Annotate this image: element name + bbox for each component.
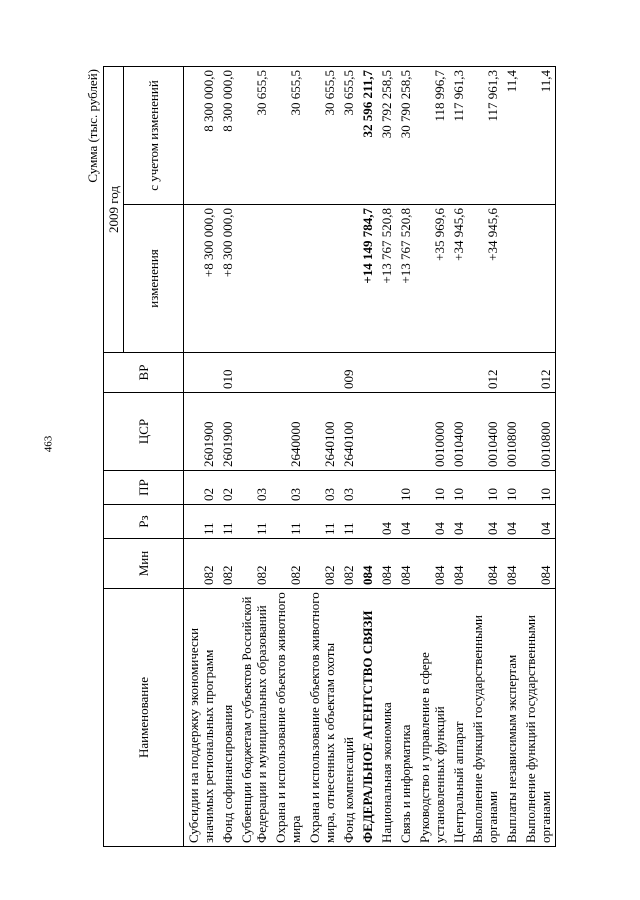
table-row bbox=[396, 67, 415, 847]
header-name: Наименование bbox=[104, 589, 184, 847]
page-number: 463 bbox=[42, 435, 55, 453]
units-caption: Сумма (тыс. рублей) bbox=[85, 69, 100, 183]
cell-name: Субвенции бюджетам субъектов Российской Федерации и муниципальных образований bbox=[237, 589, 271, 847]
cell-name: Фонд компенсаций bbox=[339, 589, 358, 847]
cell-change bbox=[502, 205, 521, 353]
table-row bbox=[502, 67, 521, 847]
cell-change: +13 767 520,8 bbox=[377, 205, 396, 353]
header-pr: ПР bbox=[104, 471, 184, 505]
table-row bbox=[237, 67, 271, 847]
cell-vr bbox=[184, 353, 219, 393]
cell-rz: 04 bbox=[415, 505, 449, 539]
header-rz: Рз bbox=[104, 505, 184, 539]
cell-min: 084 bbox=[468, 539, 502, 589]
cell-csr: 0010400 bbox=[449, 393, 468, 471]
cell-csr bbox=[358, 393, 377, 471]
cell-rz bbox=[358, 505, 377, 539]
cell-pr: 02 bbox=[218, 471, 237, 505]
cell-change: +13 767 520,8 bbox=[396, 205, 415, 353]
table-row bbox=[377, 67, 396, 847]
cell-csr: 0010000 bbox=[415, 393, 449, 471]
cell-rz: 11 bbox=[184, 505, 219, 539]
table-row bbox=[415, 67, 449, 847]
cell-min: 082 bbox=[218, 539, 237, 589]
cell-min: 084 bbox=[415, 539, 449, 589]
cell-name: Национальная экономика bbox=[377, 589, 396, 847]
cell-total: 30 655,5 bbox=[339, 67, 358, 205]
cell-change bbox=[271, 205, 305, 353]
cell-change: +34 945,6 bbox=[449, 205, 468, 353]
cell-vr bbox=[377, 353, 396, 393]
header-changes: изменения bbox=[124, 205, 184, 353]
table-row bbox=[339, 67, 358, 847]
cell-pr: 10 bbox=[449, 471, 468, 505]
cell-min: 082 bbox=[339, 539, 358, 589]
cell-change bbox=[339, 205, 358, 353]
cell-total: 117 961,3 bbox=[449, 67, 468, 205]
cell-min: 082 bbox=[305, 539, 339, 589]
cell-rz: 04 bbox=[521, 505, 556, 539]
cell-min: 084 bbox=[521, 539, 556, 589]
cell-change: +14 149 784,7 bbox=[358, 205, 377, 353]
table-row bbox=[305, 67, 339, 847]
cell-pr: 10 bbox=[502, 471, 521, 505]
cell-min: 084 bbox=[396, 539, 415, 589]
cell-pr: 10 bbox=[521, 471, 556, 505]
table-row bbox=[218, 67, 237, 847]
cell-change: +8 300 000,0 bbox=[184, 205, 219, 353]
header-min: Мин bbox=[104, 539, 184, 589]
cell-name: Центральный аппарат bbox=[449, 589, 468, 847]
cell-rz: 11 bbox=[339, 505, 358, 539]
cell-min: 082 bbox=[237, 539, 271, 589]
cell-vr bbox=[396, 353, 415, 393]
cell-csr: 0010800 bbox=[502, 393, 521, 471]
cell-total: 8 300 000,0 bbox=[184, 67, 219, 205]
cell-name: Охрана и использование объектов животного мира bbox=[271, 589, 305, 847]
cell-total: 30 655,5 bbox=[305, 67, 339, 205]
table-row bbox=[271, 67, 305, 847]
header-vr: ВР bbox=[104, 353, 184, 393]
cell-pr: 10 bbox=[415, 471, 449, 505]
cell-vr: 010 bbox=[218, 353, 237, 393]
cell-total: 30 655,5 bbox=[237, 67, 271, 205]
cell-pr: 03 bbox=[305, 471, 339, 505]
cell-name: Субсидии на поддержку экономически значимых региональных программ bbox=[184, 589, 219, 847]
cell-pr: 10 bbox=[396, 471, 415, 505]
cell-total: 30 792 258,5 bbox=[377, 67, 396, 205]
table-row bbox=[358, 67, 377, 847]
cell-csr: 2640000 bbox=[271, 393, 305, 471]
header-csr: ЦСР bbox=[104, 393, 184, 471]
cell-name: Связь и информатика bbox=[396, 589, 415, 847]
cell-rz: 04 bbox=[502, 505, 521, 539]
cell-name: Охрана и использование объектов животного мира, отнесенных к объектам охоты bbox=[305, 589, 339, 847]
cell-rz: 04 bbox=[449, 505, 468, 539]
cell-csr: 0010800 bbox=[521, 393, 556, 471]
cell-vr: 012 bbox=[468, 353, 502, 393]
cell-min: 084 bbox=[377, 539, 396, 589]
cell-csr: 0010400 bbox=[468, 393, 502, 471]
cell-total: 117 961,3 bbox=[468, 67, 502, 205]
cell-name: Выплаты независимым экспертам bbox=[502, 589, 521, 847]
cell-min: 082 bbox=[271, 539, 305, 589]
cell-pr: 10 bbox=[468, 471, 502, 505]
cell-pr: 03 bbox=[271, 471, 305, 505]
table-row bbox=[449, 67, 468, 847]
cell-rz: 11 bbox=[305, 505, 339, 539]
cell-pr bbox=[377, 471, 396, 505]
cell-change: +35 969,6 bbox=[415, 205, 449, 353]
cell-vr bbox=[237, 353, 271, 393]
table-row bbox=[184, 67, 219, 847]
cell-total: 30 790 258,5 bbox=[396, 67, 415, 205]
cell-csr bbox=[377, 393, 396, 471]
cell-name: Руководство и управление в сфере установленных функций bbox=[415, 589, 449, 847]
table-row bbox=[521, 67, 556, 847]
cell-total: 32 596 211,7 bbox=[358, 67, 377, 205]
cell-vr: 009 bbox=[339, 353, 358, 393]
cell-total: 11,4 bbox=[521, 67, 556, 205]
header-with-changes: с учетом изменений bbox=[124, 67, 184, 205]
cell-change bbox=[305, 205, 339, 353]
cell-change bbox=[237, 205, 271, 353]
cell-csr bbox=[237, 393, 271, 471]
header-year: 2009 год bbox=[104, 67, 124, 353]
cell-name: Выполнение функций государственными органами bbox=[468, 589, 502, 847]
cell-min: 084 bbox=[449, 539, 468, 589]
cell-min: 084 bbox=[358, 539, 377, 589]
cell-change: +34 945,6 bbox=[468, 205, 502, 353]
cell-vr bbox=[358, 353, 377, 393]
cell-rz: 11 bbox=[271, 505, 305, 539]
cell-pr bbox=[358, 471, 377, 505]
cell-total: 11,4 bbox=[502, 67, 521, 205]
cell-csr: 2601900 bbox=[218, 393, 237, 471]
cell-vr bbox=[271, 353, 305, 393]
rotated-table-area bbox=[83, 67, 588, 847]
cell-min: 084 bbox=[502, 539, 521, 589]
cell-rz: 11 bbox=[237, 505, 271, 539]
table-row bbox=[468, 67, 502, 847]
cell-total: 30 655,5 bbox=[271, 67, 305, 205]
cell-rz: 04 bbox=[468, 505, 502, 539]
cell-rz: 04 bbox=[396, 505, 415, 539]
cell-change bbox=[521, 205, 556, 353]
cell-total: 8 300 000,0 bbox=[218, 67, 237, 205]
cell-csr: 2601900 bbox=[184, 393, 219, 471]
cell-pr: 03 bbox=[339, 471, 358, 505]
cell-vr bbox=[305, 353, 339, 393]
cell-name: Фонд софинансирования bbox=[218, 589, 237, 847]
cell-rz: 11 bbox=[218, 505, 237, 539]
cell-name: ФЕДЕРАЛЬНОЕ АГЕНТСТВО СВЯЗИ bbox=[358, 589, 377, 847]
cell-pr: 02 bbox=[184, 471, 219, 505]
cell-vr bbox=[415, 353, 449, 393]
cell-vr bbox=[502, 353, 521, 393]
cell-total: 118 996,7 bbox=[415, 67, 449, 205]
cell-change: +8 300 000,0 bbox=[218, 205, 237, 353]
cell-csr: 2640100 bbox=[305, 393, 339, 471]
cell-pr: 03 bbox=[237, 471, 271, 505]
cell-name: Выполнение функций государственными органами bbox=[521, 589, 556, 847]
cell-rz: 04 bbox=[377, 505, 396, 539]
cell-vr bbox=[449, 353, 468, 393]
cell-vr: 012 bbox=[521, 353, 556, 393]
cell-csr: 2640100 bbox=[339, 393, 358, 471]
cell-min: 082 bbox=[184, 539, 219, 589]
budget-table bbox=[103, 66, 556, 847]
table-body bbox=[184, 67, 556, 847]
table-header bbox=[104, 67, 184, 847]
cell-csr bbox=[396, 393, 415, 471]
